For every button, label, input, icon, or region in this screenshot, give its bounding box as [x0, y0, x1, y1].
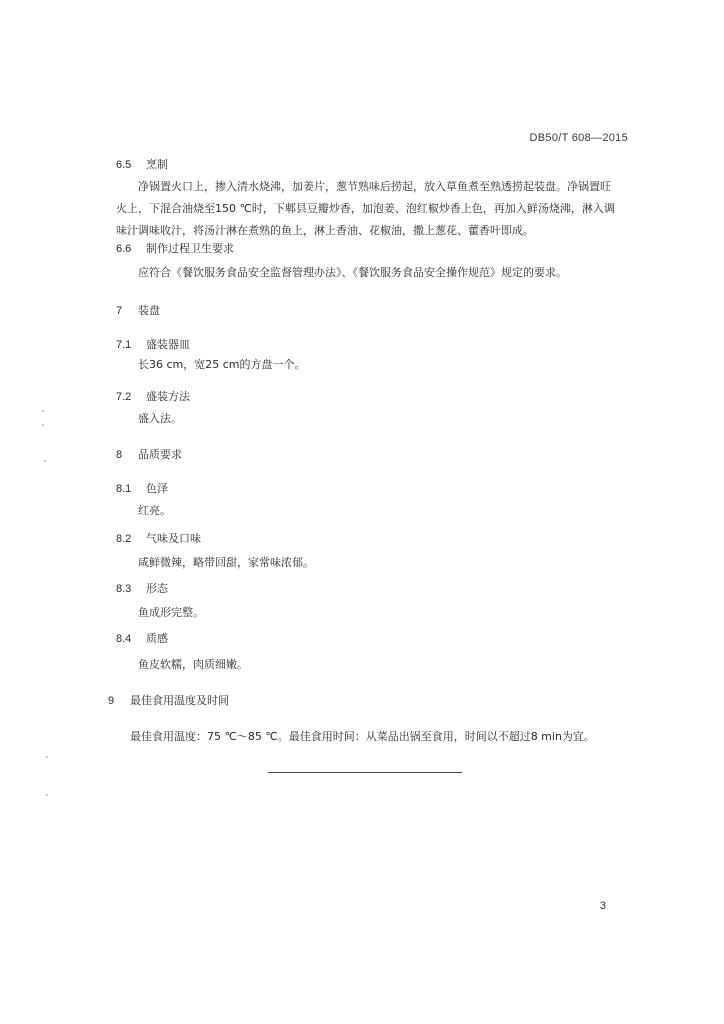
- section-8-3-body: 鱼成形完整。: [138, 606, 204, 619]
- section-7-heading: [116, 302, 160, 318]
- scan-speck: [44, 460, 46, 462]
- section-8-4-body: 鱼皮软糯，肉质细嫩。: [138, 658, 248, 671]
- section-title: 形态: [146, 582, 168, 595]
- section-title: 装盘: [138, 304, 160, 317]
- section-number: 7: [116, 305, 123, 317]
- paragraph-line: 火上，下混合油烧至150 ℃时，下郫县豆瓣炒香，加泡姜、泡红椒炒香上色，再加入鲜汤烧沸，淋入调: [116, 202, 615, 215]
- section-7-1-heading: [116, 336, 190, 352]
- section-title: 色泽: [146, 482, 168, 495]
- section-8-2-heading: [116, 530, 201, 546]
- paragraph-line: 净锅置火口上，掺入清水烧沸，加姜片，葱节熟味后捞起，放入草鱼煮至熟透捞起装盘。净锅置旺: [138, 180, 611, 193]
- section-8-heading: [116, 446, 182, 462]
- section-6-6-body: 应符合《餐饮服务食品安全监督管理办法》、《餐饮服务食品安全操作规范》规定的要求。: [138, 266, 567, 279]
- section-number: 6.5: [116, 159, 132, 171]
- section-8-1-body: 红亮。: [138, 504, 171, 517]
- scan-speck: [46, 756, 48, 758]
- section-8-1-heading: [116, 480, 168, 496]
- section-8-2-body: 咸鲜微辣，略带回甜，家常味浓郁。: [138, 556, 314, 569]
- section-number: 7.2: [116, 391, 132, 403]
- section-number: 8.1: [116, 483, 132, 495]
- section-number: 9: [108, 695, 115, 707]
- section-9-body: 最佳食用温度：75 ℃～85 ℃。最佳食用时间：从菜品出锅至食用，时间以不超过8 min为宜。: [130, 730, 595, 743]
- section-8-3-heading: [116, 580, 168, 596]
- scan-speck: [46, 794, 48, 796]
- section-number: 8.4: [116, 633, 132, 645]
- section-title: 烹制: [146, 158, 168, 171]
- section-number: 7.1: [116, 339, 132, 351]
- section-9-heading: [108, 692, 229, 708]
- section-number: 8.2: [116, 533, 132, 545]
- standard-code: DB50/T 608—2015: [529, 132, 628, 144]
- closing-rule: [268, 772, 462, 773]
- section-title: 质感: [146, 632, 168, 645]
- section-number: 8: [116, 449, 123, 461]
- section-6-5-heading: [116, 156, 168, 172]
- section-title: 盛装器皿: [146, 338, 190, 351]
- scan-speck: [42, 410, 44, 412]
- section-number: 8.3: [116, 583, 132, 595]
- paragraph-line: 味汁调味收汁，将汤汁淋在煮熟的鱼上，淋上香油、花椒油，撒上葱花、藿香叶即成。: [116, 224, 534, 237]
- section-6-6-heading: [116, 240, 234, 256]
- section-7-1-body: 长36 cm，宽25 cm的方盘一个。: [138, 358, 306, 371]
- section-title: 制作过程卫生要求: [146, 242, 234, 255]
- scan-speck: [42, 424, 44, 426]
- section-title: 最佳食用温度及时间: [130, 694, 229, 707]
- section-number: 6.6: [116, 243, 132, 255]
- section-7-2-heading: [116, 388, 190, 404]
- section-title: 盛装方法: [146, 390, 190, 403]
- section-title: 气味及口味: [146, 532, 201, 545]
- section-title: 品质要求: [138, 448, 182, 461]
- section-7-2-body: 盛入法。: [138, 412, 182, 425]
- section-6-5-body: [116, 176, 615, 242]
- page-number: 3: [599, 900, 606, 912]
- section-8-4-heading: [116, 630, 168, 646]
